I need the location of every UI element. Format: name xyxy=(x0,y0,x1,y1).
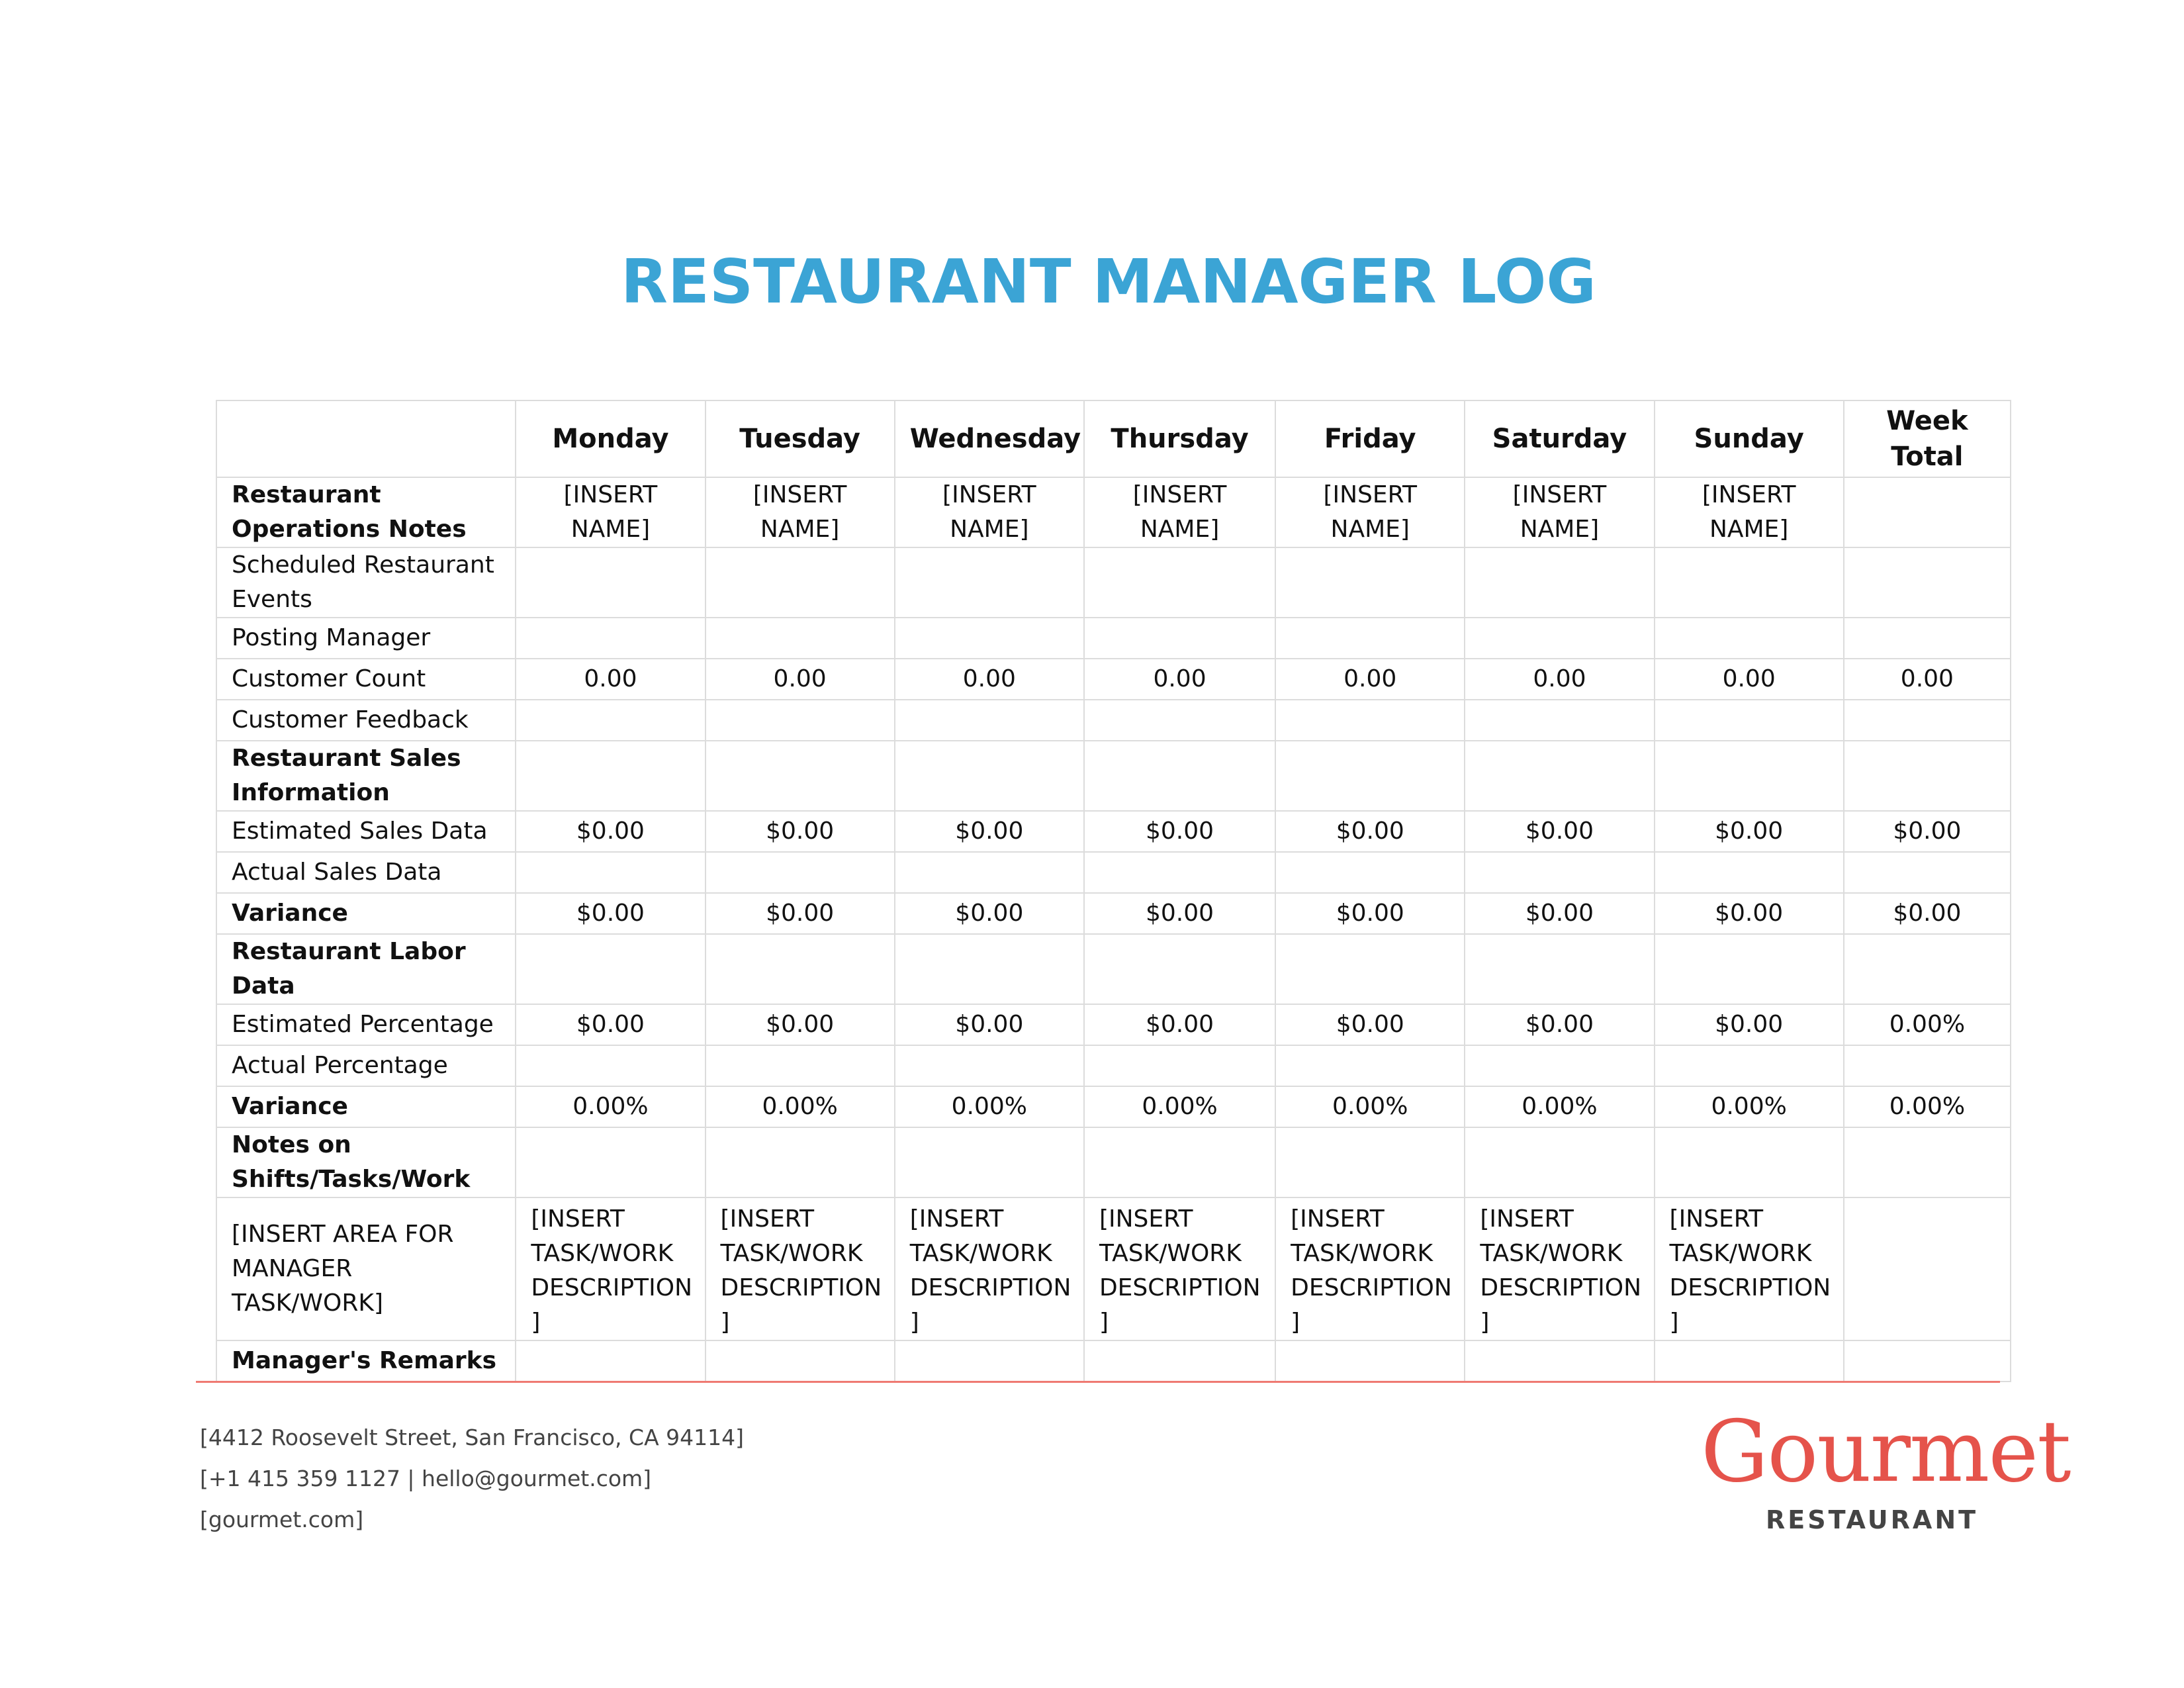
table-cell[interactable]: $0.00 xyxy=(516,811,705,852)
table-cell[interactable] xyxy=(705,934,895,1004)
table-cell[interactable] xyxy=(1844,618,2011,659)
table-cell[interactable] xyxy=(1465,547,1654,618)
table-cell[interactable] xyxy=(1844,477,2011,547)
table-cell[interactable]: [INSERT NAME] xyxy=(516,477,705,547)
table-cell[interactable]: $0.00 xyxy=(1844,811,2011,852)
table-cell[interactable] xyxy=(1275,741,1465,811)
column-header-week-total: Week Total xyxy=(1844,400,2011,477)
table-cell[interactable]: 0.00% xyxy=(1465,1086,1654,1127)
table-cell[interactable]: [INSERT NAME] xyxy=(1465,477,1654,547)
column-header-tuesday: Tuesday xyxy=(705,400,895,477)
table-cell[interactable]: $0.00 xyxy=(1465,893,1654,934)
table-cell[interactable] xyxy=(1084,547,1275,618)
row-label: Actual Sales Data xyxy=(216,852,516,893)
table-cell[interactable] xyxy=(1465,1127,1654,1197)
table-row xyxy=(216,1045,2011,1086)
table-cell[interactable]: 0.00% xyxy=(895,1086,1084,1127)
row-label: Notes on Shifts/Tasks/Work xyxy=(216,1127,516,1197)
table-cell[interactable]: [INSERT NAME] xyxy=(1084,477,1275,547)
table-cell[interactable]: 0.00% xyxy=(705,1086,895,1127)
table-cell[interactable]: 0.00 xyxy=(705,659,895,700)
table-cell[interactable] xyxy=(1275,618,1465,659)
table-cell[interactable]: [INSERT TASK/WORK DESCRIPTION ] xyxy=(1084,1197,1275,1340)
table-cell[interactable]: 0.00 xyxy=(1655,659,1844,700)
table-cell[interactable] xyxy=(1655,1127,1844,1197)
column-header-friday: Friday xyxy=(1275,400,1465,477)
table-row xyxy=(216,547,2011,618)
table-cell[interactable] xyxy=(705,1127,895,1197)
table-cell[interactable] xyxy=(1275,1340,1465,1382)
row-label: Customer Count xyxy=(216,659,516,700)
table-cell[interactable]: $0.00 xyxy=(1275,811,1465,852)
table-cell[interactable] xyxy=(705,741,895,811)
table-cell[interactable]: 0.00% xyxy=(1844,1086,2011,1127)
table-cell[interactable]: [INSERT TASK/WORK DESCRIPTION ] xyxy=(1655,1197,1844,1340)
table-cell[interactable]: 0.00 xyxy=(895,659,1084,700)
table-cell[interactable] xyxy=(1844,1197,2011,1340)
table-cell[interactable] xyxy=(516,1127,705,1197)
footer-divider xyxy=(196,1381,2000,1383)
table-cell[interactable] xyxy=(1084,700,1275,741)
table-cell[interactable]: 0.00 xyxy=(1465,659,1654,700)
column-header-wednesday: Wednesday xyxy=(895,400,1084,477)
table-cell[interactable] xyxy=(705,852,895,893)
table-cell[interactable] xyxy=(1844,547,2011,618)
table-cell[interactable] xyxy=(1084,741,1275,811)
table-cell[interactable] xyxy=(1465,618,1654,659)
table-cell[interactable]: $0.00 xyxy=(895,893,1084,934)
gourmet-logo: Gourmet xyxy=(1701,1403,2070,1501)
table-cell[interactable] xyxy=(705,547,895,618)
row-label: Estimated Sales Data xyxy=(216,811,516,852)
table-row xyxy=(216,893,2011,934)
table-cell[interactable] xyxy=(895,547,1084,618)
table-row xyxy=(216,659,2011,700)
table-cell[interactable]: $0.00 xyxy=(1465,1004,1654,1045)
table-cell[interactable] xyxy=(1084,618,1275,659)
table-cell[interactable]: $0.00 xyxy=(516,1004,705,1045)
footer-phone-email: [+1 415 359 1127 | hello@gourmet.com] xyxy=(200,1466,652,1491)
table-cell[interactable] xyxy=(1275,852,1465,893)
table-cell[interactable]: 0.00% xyxy=(1844,1004,2011,1045)
manager-log-table xyxy=(216,400,2011,1382)
table-cell[interactable] xyxy=(1655,547,1844,618)
table-cell[interactable]: [INSERT NAME] xyxy=(1275,477,1465,547)
table-cell[interactable]: $0.00 xyxy=(705,1004,895,1045)
table-cell[interactable] xyxy=(705,618,895,659)
table-cell[interactable]: $0.00 xyxy=(1084,1004,1275,1045)
table-cell[interactable] xyxy=(1465,852,1654,893)
table-cell[interactable]: 0.00% xyxy=(1275,1086,1465,1127)
table-row xyxy=(216,618,2011,659)
table-header-row xyxy=(216,400,2011,477)
table-row xyxy=(216,1197,2011,1340)
table-cell[interactable]: 0.00 xyxy=(516,659,705,700)
table-cell[interactable] xyxy=(516,741,705,811)
gourmet-logo-subtitle: RESTAURANT xyxy=(1766,1505,1979,1534)
table-cell[interactable] xyxy=(1084,934,1275,1004)
table-cell[interactable] xyxy=(1465,700,1654,741)
table-cell[interactable] xyxy=(1844,1045,2011,1086)
table-cell[interactable] xyxy=(895,934,1084,1004)
table-cell[interactable]: $0.00 xyxy=(705,811,895,852)
table-row xyxy=(216,1340,2011,1382)
table-cell[interactable] xyxy=(1844,1127,2011,1197)
table-row xyxy=(216,1086,2011,1127)
table-cell[interactable]: $0.00 xyxy=(895,811,1084,852)
table-cell[interactable] xyxy=(1655,700,1844,741)
table-row xyxy=(216,934,2011,1004)
table-cell[interactable]: [INSERT TASK/WORK DESCRIPTION ] xyxy=(1275,1197,1465,1340)
table-cell[interactable] xyxy=(516,618,705,659)
row-label: Variance xyxy=(216,893,516,934)
row-label: Variance xyxy=(216,1086,516,1127)
table-cell[interactable]: [INSERT NAME] xyxy=(705,477,895,547)
table-cell[interactable]: $0.00 xyxy=(1844,893,2011,934)
table-row xyxy=(216,1004,2011,1045)
table-cell[interactable] xyxy=(1084,852,1275,893)
row-label: Restaurant Operations Notes xyxy=(216,477,516,547)
table-cell[interactable] xyxy=(1655,1340,1844,1382)
table-cell[interactable] xyxy=(1655,618,1844,659)
table-cell[interactable]: $0.00 xyxy=(895,1004,1084,1045)
table-cell[interactable] xyxy=(895,852,1084,893)
column-header-saturday: Saturday xyxy=(1465,400,1654,477)
table-cell[interactable] xyxy=(1655,934,1844,1004)
table-row xyxy=(216,700,2011,741)
table-cell[interactable]: [INSERT TASK/WORK DESCRIPTION ] xyxy=(705,1197,895,1340)
row-label: Estimated Percentage xyxy=(216,1004,516,1045)
table-cell[interactable] xyxy=(705,1340,895,1382)
table-cell[interactable]: 0.00% xyxy=(516,1086,705,1127)
table-cell[interactable]: [INSERT TASK/WORK DESCRIPTION ] xyxy=(895,1197,1084,1340)
table-cell[interactable] xyxy=(1844,852,2011,893)
table-cell[interactable]: $0.00 xyxy=(1655,893,1844,934)
table-cell[interactable]: [INSERT NAME] xyxy=(1655,477,1844,547)
column-header-sunday: Sunday xyxy=(1655,400,1844,477)
table-cell[interactable] xyxy=(705,1045,895,1086)
table-cell[interactable]: 0.00 xyxy=(1844,659,2011,700)
table-cell[interactable] xyxy=(1084,1340,1275,1382)
table-cell[interactable]: $0.00 xyxy=(1655,1004,1844,1045)
table-cell[interactable]: [INSERT TASK/WORK DESCRIPTION ] xyxy=(1465,1197,1654,1340)
table-cell[interactable] xyxy=(1275,1127,1465,1197)
table-cell[interactable] xyxy=(1465,1045,1654,1086)
table-row xyxy=(216,811,2011,852)
footer-address: [4412 Roosevelt Street, San Francisco, CA 94114] xyxy=(200,1425,744,1450)
row-label: Actual Percentage xyxy=(216,1045,516,1086)
table-cell[interactable] xyxy=(1844,700,2011,741)
row-label: Posting Manager xyxy=(216,618,516,659)
row-label: Restaurant Sales Information xyxy=(216,741,516,811)
table-cell[interactable]: $0.00 xyxy=(1655,811,1844,852)
row-label: Manager's Remarks xyxy=(216,1340,516,1382)
table-cell[interactable]: $0.00 xyxy=(705,893,895,934)
column-header-thursday: Thursday xyxy=(1084,400,1275,477)
table-row xyxy=(216,741,2011,811)
table-cell[interactable] xyxy=(1655,1045,1844,1086)
table-cell[interactable]: [INSERT TASK/WORK DESCRIPTION ] xyxy=(516,1197,705,1340)
footer-website: [gourmet.com] xyxy=(200,1507,364,1532)
table-row xyxy=(216,1127,2011,1197)
column-header-monday: Monday xyxy=(516,400,705,477)
table-cell[interactable] xyxy=(516,934,705,1004)
row-label: Scheduled Restaurant Events xyxy=(216,547,516,618)
table-cell[interactable]: 0.00 xyxy=(1275,659,1465,700)
table-cell[interactable] xyxy=(895,1045,1084,1086)
table-cell[interactable] xyxy=(516,547,705,618)
table-cell[interactable] xyxy=(1655,852,1844,893)
table-row xyxy=(216,477,2011,547)
table-cell[interactable] xyxy=(1655,741,1844,811)
table-cell[interactable] xyxy=(895,1127,1084,1197)
page-title: RESTAURANT MANAGER LOG xyxy=(621,246,1596,317)
table-cell[interactable]: $0.00 xyxy=(516,893,705,934)
table-cell[interactable] xyxy=(895,741,1084,811)
table-cell[interactable] xyxy=(895,618,1084,659)
table-cell[interactable] xyxy=(1275,1045,1465,1086)
table-cell[interactable] xyxy=(1465,934,1654,1004)
table-cell[interactable] xyxy=(1275,547,1465,618)
table-cell[interactable] xyxy=(516,700,705,741)
table-cell[interactable] xyxy=(1844,934,2011,1004)
table-cell[interactable] xyxy=(516,1340,705,1382)
table-cell[interactable] xyxy=(1465,741,1654,811)
table-cell[interactable] xyxy=(895,1340,1084,1382)
table-cell[interactable]: $0.00 xyxy=(1275,893,1465,934)
table-cell[interactable] xyxy=(1084,1127,1275,1197)
table-cell[interactable] xyxy=(1844,741,2011,811)
table-cell[interactable] xyxy=(516,1045,705,1086)
table-row xyxy=(216,852,2011,893)
table-cell[interactable] xyxy=(705,700,895,741)
table-cell[interactable]: $0.00 xyxy=(1084,893,1275,934)
table-cell[interactable]: $0.00 xyxy=(1275,1004,1465,1045)
table-cell[interactable]: $0.00 xyxy=(1084,811,1275,852)
table-cell[interactable] xyxy=(895,700,1084,741)
table-cell[interactable]: 0.00 xyxy=(1084,659,1275,700)
table-cell[interactable] xyxy=(1084,1045,1275,1086)
table-cell[interactable] xyxy=(1844,1340,2011,1382)
table-cell[interactable]: $0.00 xyxy=(1465,811,1654,852)
row-label: Customer Feedback xyxy=(216,700,516,741)
table-cell[interactable]: [INSERT NAME] xyxy=(895,477,1084,547)
table-cell[interactable] xyxy=(1275,934,1465,1004)
table-cell[interactable] xyxy=(1275,700,1465,741)
table-cell[interactable] xyxy=(516,852,705,893)
row-label: [INSERT AREA FOR MANAGER TASK/WORK] xyxy=(216,1197,516,1340)
column-header xyxy=(216,400,516,477)
table-cell[interactable] xyxy=(1465,1340,1654,1382)
table-cell[interactable]: 0.00% xyxy=(1084,1086,1275,1127)
table-cell[interactable]: 0.00% xyxy=(1655,1086,1844,1127)
row-label: Restaurant Labor Data xyxy=(216,934,516,1004)
